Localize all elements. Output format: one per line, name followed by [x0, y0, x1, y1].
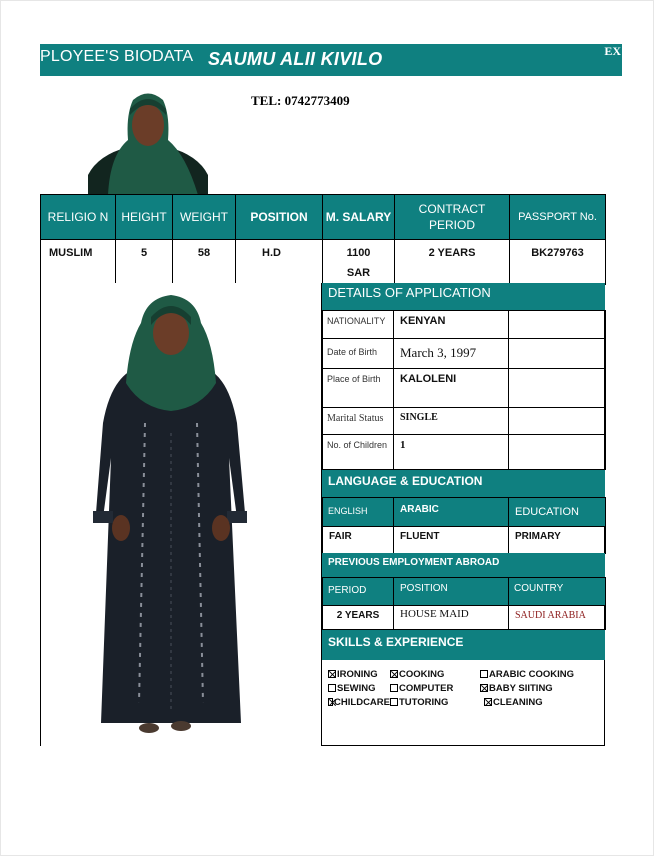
employment-table — [322, 577, 606, 630]
application-table — [322, 310, 606, 470]
emp-header-period: PERIOD — [323, 578, 394, 606]
header-banner — [40, 44, 622, 76]
dob-label: Date of Birth — [323, 339, 394, 369]
header-passport: PASSPORT No. — [510, 195, 606, 240]
skill-cleaning: CLEANING — [480, 697, 543, 708]
language-table — [322, 497, 606, 554]
skill-cooking: COOKING — [390, 669, 480, 680]
dob-value: March 3, 1997 — [394, 339, 509, 369]
nationality-label: NATIONALITY — [323, 311, 394, 339]
header-contract-period: CONTRACT PERIOD — [395, 195, 510, 240]
place-of-birth-label: Place of Birth — [323, 369, 394, 408]
skill-tutoring: TUTORING — [390, 697, 480, 708]
skill-computer: COMPUTER — [390, 683, 480, 694]
checked-box-icon — [328, 698, 333, 706]
children-value: 1 — [394, 435, 509, 470]
header-salary: M. SALARY — [323, 195, 395, 240]
emp-header-country: COUNTRY — [509, 578, 606, 606]
emp-value-period: 2 YEARS — [323, 606, 394, 630]
checked-box-icon — [328, 670, 336, 678]
lang-header-english: ENGLISH — [323, 498, 394, 527]
unchecked-box-icon — [390, 684, 398, 692]
skill-ironing: IRONING — [328, 669, 390, 680]
skill-arabic-cooking: ARABIC COOKING — [480, 669, 574, 680]
unchecked-box-icon — [480, 670, 488, 678]
value-height: 5 — [116, 240, 173, 285]
value-weight: 58 — [173, 240, 236, 285]
marital-status-label: Marital Status — [323, 408, 394, 435]
nationality-value: KENYAN — [394, 311, 509, 339]
lang-value-education: PRIMARY — [509, 527, 606, 554]
value-contract-period: 2 YEARS — [395, 240, 510, 285]
language-section-title: LANGUAGE & EDUCATION — [322, 470, 605, 497]
checked-box-icon — [484, 698, 492, 706]
unchecked-box-icon — [390, 698, 398, 706]
lang-value-english: FAIR — [323, 527, 394, 554]
value-passport: BK279763 — [510, 240, 606, 285]
candidate-name: SAUMU ALII KIVILO — [208, 49, 383, 69]
header-religion: RELIGIO N — [41, 195, 116, 240]
skill-sewing: SEWING — [328, 683, 390, 694]
value-position: H.D — [236, 240, 323, 285]
place-of-birth-value: KALOLENI — [394, 369, 509, 408]
portrait-photo — [88, 85, 208, 195]
value-salary: 1100 SAR — [323, 240, 395, 285]
details-panel — [321, 283, 605, 746]
checked-box-icon — [390, 670, 398, 678]
emp-value-country: SAUDI ARABIA — [509, 606, 606, 630]
marital-status-value: SINGLE — [394, 408, 509, 435]
children-label: No. of Children — [323, 435, 394, 470]
header-position: POSITION — [236, 195, 323, 240]
header-weight: WEIGHT — [173, 195, 236, 240]
summary-table — [40, 194, 606, 285]
banner-title: PLOYEE'S BIODATA — [40, 48, 194, 65]
banner-right-text: EX — [604, 44, 621, 58]
lang-header-education: EDUCATION — [509, 498, 606, 527]
value-religion: MUSLIM — [41, 240, 116, 285]
application-section-title: DETAILS OF APPLICATION — [322, 283, 605, 310]
skills-checklist — [328, 667, 574, 709]
emp-value-position: HOUSE MAID — [394, 606, 509, 630]
skill-baby-sitting: BABY SIITING — [480, 683, 553, 694]
telephone: TEL: 0742773409 — [251, 93, 350, 108]
unchecked-box-icon — [328, 684, 336, 692]
header-height: HEIGHT — [116, 195, 173, 240]
skills-section-title: SKILLS & EXPERIENCE — [322, 630, 605, 660]
checked-box-icon — [480, 684, 488, 692]
employment-section-title: PREVIOUS EMPLOYMENT ABROAD — [322, 553, 605, 577]
lang-header-arabic: ARABIC — [394, 498, 509, 527]
lang-value-arabic: FLUENT — [394, 527, 509, 554]
emp-header-position: POSITION — [394, 578, 509, 606]
full-length-photo — [40, 283, 322, 746]
skill-childcare: CHILDCARE — [328, 697, 390, 708]
